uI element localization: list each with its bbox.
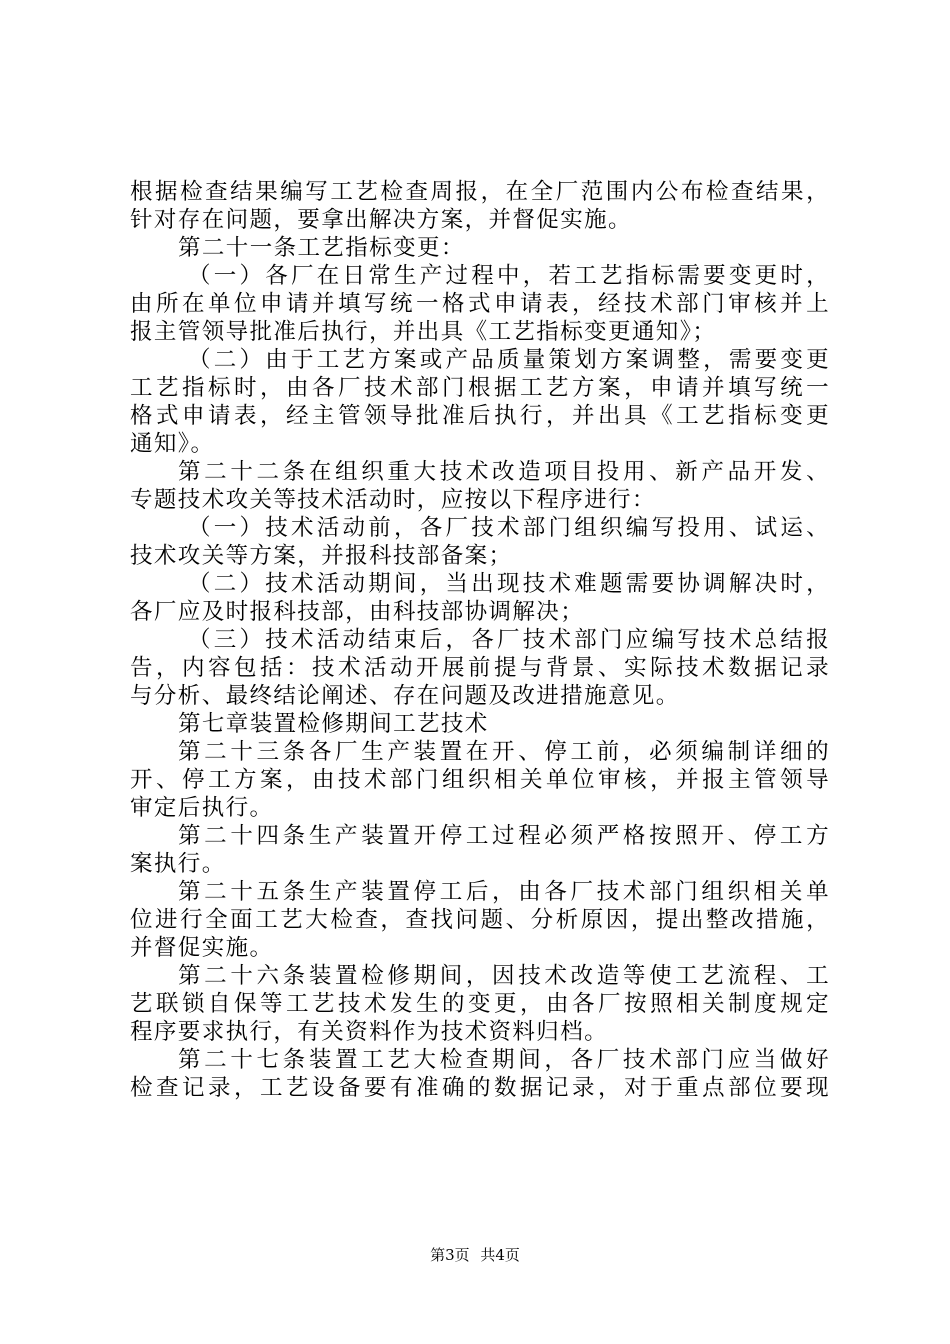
text-line: 第二十四条生产装置开停工过程必须严格按照开、停工方 <box>178 823 830 849</box>
text-line: 位进行全面工艺大检查，查找问题、分析原因，提出整改措施， <box>130 907 830 933</box>
text-line: 审定后执行。 <box>130 795 274 821</box>
text-line: （二）技术活动期间，当出现技术难题需要协调解决时， <box>188 571 830 597</box>
text-line: 第七章装置检修期间工艺技术 <box>178 711 489 737</box>
text-line: 工艺指标时，由各厂技术部门根据工艺方案，申请并填写统一 <box>130 375 830 401</box>
text-line: 报主管领导批准后执行，并出具《工艺指标变更通知》； <box>130 319 717 345</box>
text-line: 第二十一条工艺指标变更： <box>178 235 465 261</box>
page-total: 共4页 <box>480 1246 520 1264</box>
text-line: （三）技术活动结束后，各厂技术部门应编写技术总结报 <box>188 627 830 653</box>
text-line: 专题技术攻关等技术活动时，应按以下程序进行： <box>130 487 656 513</box>
text-line: 与分析、最终结论阐述、存在问题及改进措施意见。 <box>130 683 680 709</box>
text-line: 第二十五条生产装置停工后，由各厂技术部门组织相关单 <box>178 879 830 905</box>
text-line: 根据检查结果编写工艺检查周报，在全厂范围内公布检查结果， <box>130 179 830 205</box>
text-line: 告，内容包括：技术活动开展前提与背景、实际技术数据记录 <box>130 655 830 681</box>
text-line: 程序要求执行，有关资料作为技术资料归档。 <box>130 1019 609 1045</box>
text-line: 艺联锁自保等工艺技术发生的变更，由各厂按照相关制度规定 <box>130 991 830 1017</box>
text-line: （一）各厂在日常生产过程中，若工艺指标需要变更时， <box>188 263 830 289</box>
text-line: 第二十二条在组织重大技术改造项目投用、新产品开发、 <box>178 459 830 485</box>
text-line: 第二十三条各厂生产装置在开、停工前，必须编制详细的 <box>178 739 830 765</box>
text-line: （二）由于工艺方案或产品质量策划方案调整，需要变更 <box>188 347 830 373</box>
text-line: 各厂应及时报科技部，由科技部协调解决； <box>130 599 585 625</box>
text-line: 技术攻关等方案，并报科技部备案； <box>130 543 513 569</box>
text-line: 案执行。 <box>130 851 226 877</box>
text-line: 第二十六条装置检修期间，因技术改造等使工艺流程、工 <box>178 963 830 989</box>
text-line: 由所在单位申请并填写统一格式申请表，经技术部门审核并上 <box>130 291 830 317</box>
text-line: 检查记录，工艺设备要有准确的数据记录，对于重点部位要现 <box>130 1075 830 1101</box>
text-line: 开、停工方案，由技术部门组织相关单位审核，并报主管领导 <box>130 767 830 793</box>
text-line: 针对存在问题，要拿出解决方案，并督促实施。 <box>130 207 632 233</box>
text-line: 格式申请表，经主管领导批准后执行，并出具《工艺指标变更 <box>130 403 830 429</box>
page-footer <box>0 1245 950 1265</box>
text-line: 通知》。 <box>130 431 215 457</box>
text-line: 第二十七条装置工艺大检查期间，各厂技术部门应当做好 <box>178 1047 830 1073</box>
text-line: （一）技术活动前，各厂技术部门组织编写投用、试运、 <box>188 515 830 541</box>
document-body <box>130 178 830 1102</box>
text-line: 并督促实施。 <box>130 935 274 961</box>
page-number: 第3页 <box>430 1246 470 1264</box>
